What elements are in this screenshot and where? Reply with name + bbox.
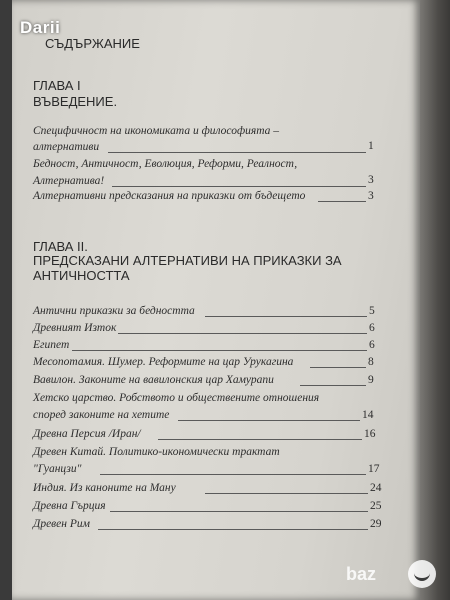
toc-entry-line: според законите на хетите	[33, 409, 170, 421]
toc-leader-rule	[205, 316, 367, 317]
toc-page-number: 1	[368, 140, 374, 152]
chapter2-label: ГЛАВА II.	[33, 239, 88, 254]
toc-entry-line: Бедност, Античност, Еволюция, Реформи, Реалност,	[33, 158, 298, 170]
toc-page-number: 8	[368, 356, 374, 368]
toc-page-number: 25	[370, 500, 382, 512]
toc-leader-rule	[100, 474, 366, 475]
toc-page-number: 24	[370, 482, 382, 494]
toc-page-number: 3	[368, 190, 374, 202]
toc-entry-line: Алтернатива!	[33, 175, 105, 187]
toc-leader-rule	[158, 439, 362, 440]
toc-entry-line: Египет	[33, 339, 70, 351]
toc-leader-rule	[98, 529, 368, 530]
toc-entry-line: Хетско царство. Робството и обществените отношения	[33, 392, 320, 404]
toc-entry-line: Древна Персия /Иран/	[33, 428, 141, 440]
toc-page-number: 29	[370, 518, 382, 530]
contents-title: СЪДЪРЖАНИЕ	[45, 36, 140, 51]
toc-page-number: 5	[369, 305, 375, 317]
toc-page-number: 6	[369, 339, 375, 351]
toc-entry-line: Древният Изток	[33, 322, 117, 334]
toc-entry-line: Древен Рим	[33, 518, 90, 530]
toc-entry-line: "Гуанцзи"	[33, 463, 82, 475]
toc-entry-line: Месопотамия. Шумер. Реформите на цар Урукагина	[33, 356, 294, 368]
toc-entry-line: Древен Китай. Политико-икономически трактат	[33, 446, 280, 458]
toc-entry-line: Древна Гърция	[33, 500, 106, 512]
toc-leader-rule	[118, 333, 367, 334]
toc-leader-rule	[178, 420, 360, 421]
toc-entry-line: алтернативи	[33, 141, 100, 153]
toc-leader-rule	[108, 152, 366, 153]
toc-leader-rule	[205, 493, 368, 494]
watermark-label: Darii	[20, 18, 61, 37]
toc-leader-rule	[318, 201, 366, 202]
toc-page-number: 16	[364, 428, 376, 440]
toc-leader-rule	[72, 350, 367, 351]
toc-entry-line: Антични приказки за бедността	[33, 305, 195, 317]
site-logo-text: baz	[346, 564, 377, 584]
toc-entry-line: Алтернативни предсказания на приказки от бъдещето	[33, 190, 306, 202]
chapter1-title: ВЪВЕДЕНИЕ.	[33, 94, 118, 109]
toc-leader-rule	[310, 367, 366, 368]
toc-leader-rule	[112, 186, 366, 187]
chapter2-title: ПРЕДСКАЗАНИ АЛТЕРНАТИВИ НА ПРИКАЗКИ ЗА АНТИЧНОСТТА	[33, 253, 342, 283]
toc-page-number: 9	[368, 374, 374, 386]
toc-page-number: 14	[362, 409, 374, 421]
toc-leader-rule	[300, 385, 366, 386]
book-spine-shadow	[420, 0, 450, 600]
toc-entry-line: Вавилон. Законите на вавилонския цар Хамурапи	[33, 374, 274, 386]
toc-entry-line: Специфичност на икономиката и философията –	[33, 125, 280, 137]
toc-page-number: 17	[368, 463, 380, 475]
toc-page-number: 6	[369, 322, 375, 334]
chapter1-label: ГЛАВА I	[33, 78, 81, 93]
toc-leader-rule	[110, 511, 368, 512]
toc-page-number: 3	[368, 174, 374, 186]
toc-entry-line: Индия. Из каноните на Ману	[33, 482, 176, 494]
